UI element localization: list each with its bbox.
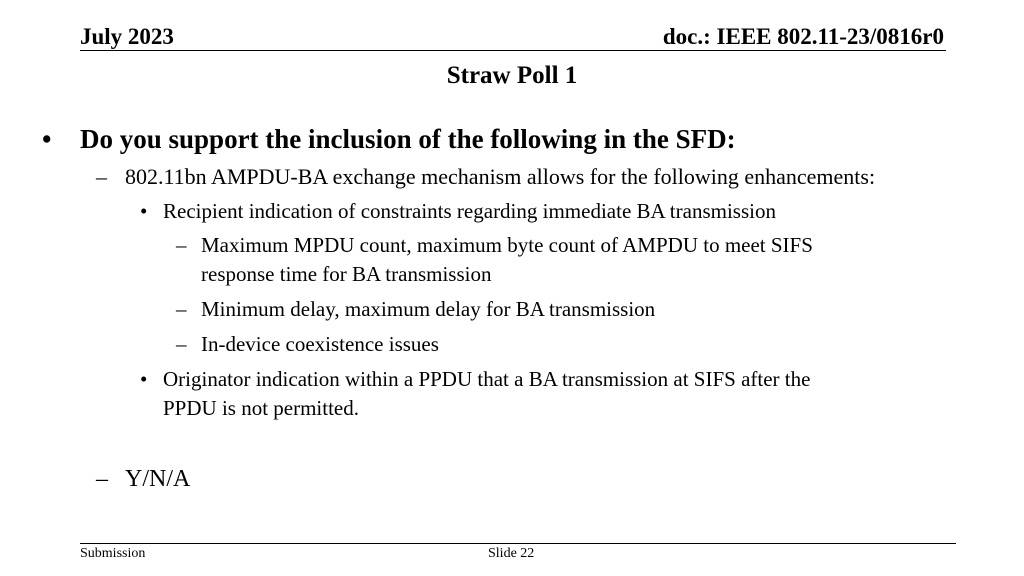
dash-marker: –: [96, 164, 107, 189]
header-date: July 2023: [80, 24, 174, 49]
mechanism-text: 802.11bn AMPDU-BA exchange mechanism allows for the following enhancements:: [125, 164, 876, 189]
header-doc-id: doc.: IEEE 802.11-23/0816r0: [662, 24, 944, 49]
footer-divider: [80, 543, 956, 544]
question-text: Do you support the inclusion of the following in the SFD:: [80, 124, 736, 154]
recipient-text: Recipient indication of constraints regarding immediate BA transmission: [163, 199, 776, 223]
footer-submission: Submission: [80, 546, 146, 561]
bullet-marker: •: [140, 199, 148, 223]
sub-item-text-continued: response time for BA transmission: [201, 262, 492, 286]
dash-marker: –: [96, 466, 108, 492]
sub-item-text: Minimum delay, maximum delay for BA transmission: [201, 297, 656, 321]
originator-text-continued: PPDU is not permitted.: [163, 396, 360, 420]
sub-item-text: Maximum MPDU count, maximum byte count of AMPDU to meet SIFS: [201, 233, 813, 257]
sub-item-text: In-device coexistence issues: [201, 332, 439, 356]
slide-number: Slide 22: [488, 546, 535, 561]
dash-marker: –: [176, 332, 187, 356]
bullet-marker: •: [42, 124, 52, 154]
originator-text: Originator indication within a PPDU that a BA transmission at SIFS after the: [163, 367, 811, 391]
slide-title: Straw Poll 1: [446, 62, 578, 89]
dash-marker: –: [176, 233, 187, 257]
answer-options: Y/N/A: [125, 466, 191, 492]
dash-marker: –: [176, 297, 187, 321]
bullet-marker: •: [140, 367, 148, 391]
